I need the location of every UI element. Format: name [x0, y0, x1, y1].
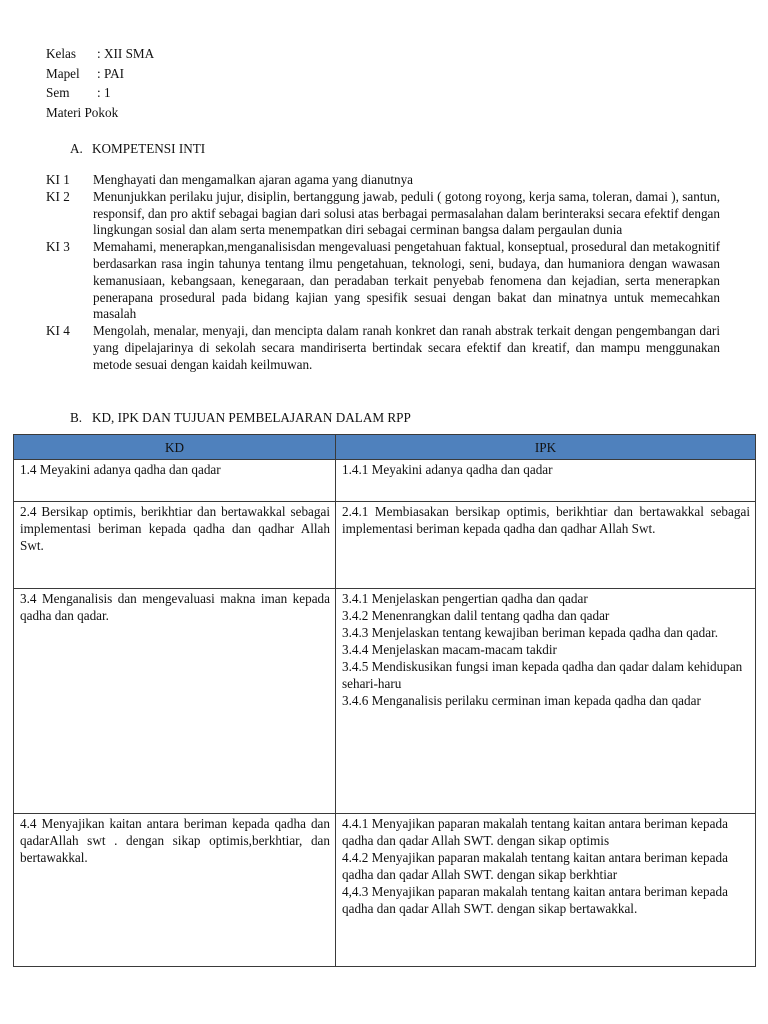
ki-text: Menunjukkan perilaku jujur, disiplin, bertanggung jawab, peduli ( gotong royong, kerja sama, toleran, damai ), santun, responsif, dan pro aktif sebagai bagian dari solusi atas berbagai permasalahan dalam berinteraksi secara efektif dengan lingkungan sosial dan alam serta menempatkan diri sebagai cerminan bangsa dalam pergaulan dunia	[93, 188, 720, 238]
kd-ipk-table	[13, 434, 756, 967]
ipk-cell	[336, 502, 756, 589]
ipk-line: 3.4.3 Menjelaskan tentang kewajiban beriman kepada qadha dan qadar.	[342, 625, 719, 640]
kd-cell: 1.4 Meyakini adanya qadha dan qadar	[14, 460, 336, 502]
ipk-line: 4,4.3 Menyajikan paparan makalah tentang kaitan antara beriman kepada qadha dan qadar Allah SWT. dengan sikap bertawakkal.	[342, 884, 728, 916]
meta-value: : XII SMA	[97, 46, 155, 61]
ipk-cell	[336, 814, 756, 967]
ki-item	[46, 172, 720, 189]
section-letter: A.	[70, 141, 83, 156]
meta-key: Mapel	[46, 65, 80, 81]
meta-value: : PAI	[97, 65, 124, 81]
ki-item	[46, 323, 720, 373]
table-row	[14, 502, 756, 589]
ipk-line: 4.4.2 Menyajikan paparan makalah tentang kaitan antara beriman kepada qadha dan qadar Allah SWT. dengan sikap berkhtiar	[342, 850, 728, 882]
ipk-line: 3.4.4 Menjelaskan macam-macam takdir	[342, 642, 557, 657]
table-row	[14, 589, 756, 814]
ki-text: Mengolah, menalar, menyaji, dan mencipta dalam ranah konkret dan ranah abstrak terkait dengan pengembangan dari yang dipelajarinya di sekolah secara mandiriserta bertindak secara efektif dan kreatif, dan mampu menggunakan metode sesuai dengan kaidah keilmuwan.	[93, 323, 720, 372]
meta-key: Materi Pokok	[46, 104, 119, 120]
ki-code: KI 2	[46, 188, 70, 204]
ki-text: Memahami, menerapkan,menganalisisdan mengevaluasi pengetahuan faktual, konseptual, prosedural dan metakognitif berdasarkan rasa ingin tahunya tentang ilmu pengetahuan, teknologi, seni, budaya, dan humaniora dengan wawasan kemanusiaan, kebangsaan, kenegaraan, dan peradaban terkait penyebab fenomena dan kejadian, serta menerapkan penerapana prosedural pada bidang kajian yang spesifik sesuai dengan bakat dan minatnya untuk memecahkan masalah	[93, 239, 720, 322]
ki-item	[46, 189, 720, 239]
column-header-kd: KD	[14, 435, 336, 460]
table-row	[14, 460, 756, 502]
kd-cell: 3.4 Menganalisis dan mengevaluasi makna iman kepada qadha dan qadar.	[14, 589, 336, 814]
column-header-ipk: IPK	[336, 435, 756, 460]
ipk-line: 1.4.1 Meyakini adanya qadha dan qadar	[342, 462, 553, 477]
section-heading-b	[70, 409, 411, 426]
ipk-line: 2.4.1 Membiasakan bersikap optimis, berikhtiar dan bertawakkal sebagai implementasi beriman kepada qadha dan qadhar Allah Swt.	[342, 504, 750, 536]
ipk-line: 4.4.1 Menyajikan paparan makalah tentang kaitan antara beriman kepada qadha dan qadar Allah SWT. dengan sikap optimis	[342, 816, 728, 848]
meta-row-mapel	[46, 64, 154, 84]
ki-code: KI 4	[46, 323, 70, 339]
meta-value: : 1	[97, 85, 111, 100]
ki-code: KI 1	[46, 172, 70, 187]
meta-key: Sem	[46, 85, 70, 100]
identity-block	[46, 44, 154, 122]
ipk-cell	[336, 460, 756, 502]
ipk-line: 3.4.5 Mendiskusikan fungsi iman kepada qadha dan qadar dalam kehidupan sehari-haru	[342, 659, 743, 691]
kd-cell: 4.4 Menyajikan kaitan antara beriman kepada qadha dan qadarAllah swt . dengan sikap optimis,berkhtiar, dan bertawakkal.	[14, 814, 336, 967]
ipk-line: 3.4.6 Menganalisis perilaku cerminan iman kepada qadha dan qadar	[342, 693, 701, 708]
meta-row-sem	[46, 83, 154, 103]
ipk-cell	[336, 589, 756, 814]
table-row	[14, 814, 756, 967]
ipk-line: 3.4.1 Menjelaskan pengertian qadha dan qadar	[342, 591, 588, 606]
meta-row-kelas	[46, 44, 154, 64]
meta-key: Kelas	[46, 46, 77, 61]
kd-cell: 2.4 Bersikap optimis, berikhtiar dan bertawakkal sebagai implementasi beriman kepada qadha dan qadhar Allah Swt.	[14, 502, 336, 589]
ki-item	[46, 239, 720, 323]
ipk-line: 3.4.2 Menenrangkan dalil tentang qadha dan qadar	[342, 608, 610, 623]
ki-code: KI 3	[46, 239, 70, 255]
kompetensi-inti-list	[46, 172, 720, 374]
section-heading-a	[70, 140, 205, 157]
section-title: KOMPETENSI INTI	[92, 141, 206, 156]
table-header-row	[14, 435, 756, 460]
meta-row-materi-pokok	[46, 103, 154, 123]
section-letter: B.	[70, 410, 83, 425]
ki-text: Menghayati dan mengamalkan ajaran agama yang dianutnya	[93, 172, 414, 187]
section-title: KD, IPK DAN TUJUAN PEMBELAJARAN DALAM RPP	[92, 410, 411, 425]
